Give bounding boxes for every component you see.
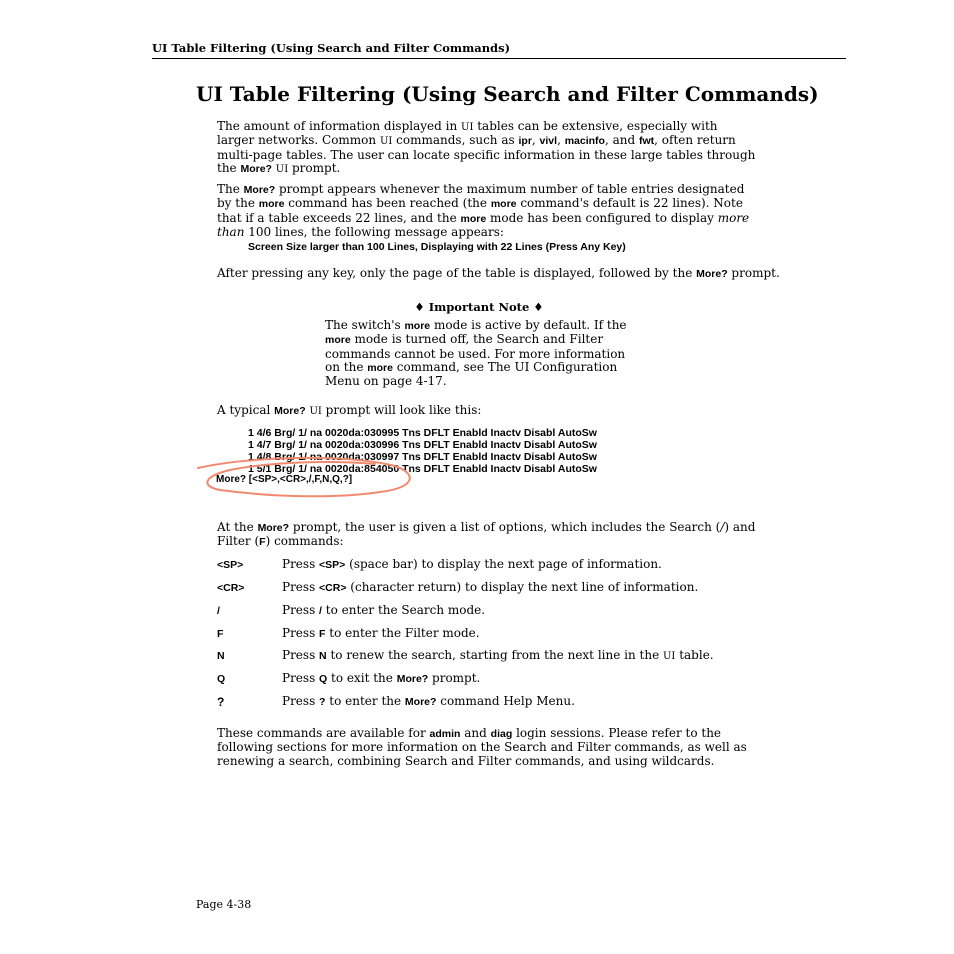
availability-paragraph: These commands are available for admin and diag login sessions. Please refer to the following sections for more information on the Search and Filter commands, as well as renewing a search, combining Search and Filter commands, and using wildcards. bbox=[217, 726, 747, 768]
screen-line: 1 4/8 Brg/ 1/ na 0020da:030997 Tns DFLT Enabld Inactv Disabl AutoSw bbox=[248, 451, 597, 463]
screen-line: 1 5/1 Brg/ 1/ na 0020da:854050 Tns DFLT Enabld Inactv Disabl AutoSw bbox=[248, 463, 597, 475]
running-header: UI Table Filtering (Using Search and Filter Commands) bbox=[152, 41, 511, 55]
option-key-cr: <CR> bbox=[217, 582, 245, 594]
header-rule bbox=[152, 58, 846, 59]
option-desc-filter: Press F to enter the Filter mode. bbox=[282, 626, 480, 640]
option-desc-renew: Press N to renew the search, starting from the next line in the UI table. bbox=[282, 648, 714, 662]
option-key-renew: N bbox=[217, 650, 225, 662]
screen-size-message: Screen Size larger than 100 Lines, Displaying with 22 Lines (Press Any Key) bbox=[248, 241, 626, 253]
after-key-paragraph: After pressing any key, only the page of the table is displayed, followed by the More? prompt. bbox=[217, 266, 780, 280]
option-key-sp: <SP> bbox=[217, 559, 244, 571]
options-intro-paragraph: At the More? prompt, the user is given a list of options, which includes the Search (/) and Filter (F) commands: bbox=[217, 520, 756, 549]
option-desc-cr: Press <CR> (character return) to display the next line of information. bbox=[282, 580, 699, 594]
option-key-help: ? bbox=[217, 695, 225, 709]
option-desc-quit: Press Q to exit the More? prompt. bbox=[282, 671, 481, 685]
option-key-quit: Q bbox=[217, 673, 226, 685]
option-desc-help: Press ? to enter the More? command Help Menu. bbox=[282, 694, 575, 708]
page-title: UI Table Filtering (Using Search and Filter Commands) bbox=[196, 82, 819, 106]
option-key-search: / bbox=[217, 605, 220, 617]
option-key-filter: F bbox=[217, 628, 224, 640]
option-desc-search: Press / to enter the Search mode. bbox=[282, 603, 486, 617]
screen-line: 1 4/7 Brg/ 1/ na 0020da:030996 Tns DFLT Enabld Inactv Disabl AutoSw bbox=[248, 439, 597, 451]
option-desc-sp: Press <SP> (space bar) to display the next page of information. bbox=[282, 557, 662, 571]
intro-paragraph: The amount of information displayed in UI tables can be extensive, especially with larger networks. Common UI commands, such as ipr, vivl, macinfo, and fwt, often return multi-page tables. The user can locate specific information in these large tables through the More? UI prompt. bbox=[217, 119, 756, 175]
important-note-heading: ♦ Important Note ♦ bbox=[414, 300, 544, 314]
screen-line: 1 4/6 Brg/ 1/ na 0020da:030995 Tns DFLT Enabld Inactv Disabl AutoSw bbox=[248, 427, 597, 439]
typical-prompt-paragraph: A typical More? UI prompt will look like this: bbox=[217, 403, 482, 417]
page-number: Page 4-38 bbox=[196, 898, 252, 911]
important-note-body: The switch's more mode is active by default. If the more mode is turned off, the Search and Filter commands cannot be used. For more information on the more command, see The UI Configuration Menu on page 4-17. bbox=[325, 318, 627, 389]
more-prompt-paragraph: The More? prompt appears whenever the maximum number of table entries designated by the more command has been reached (the more command's default is 22 lines). Note that if a table exceeds 22 lines, and the more mode has been configured to display more than 100 lines, the following message appears: bbox=[217, 182, 750, 239]
more-prompt-line: More? [<SP>,<CR>,/,F,N,Q,?] bbox=[216, 474, 353, 485]
hand-drawn-circle-annotation bbox=[190, 452, 420, 502]
